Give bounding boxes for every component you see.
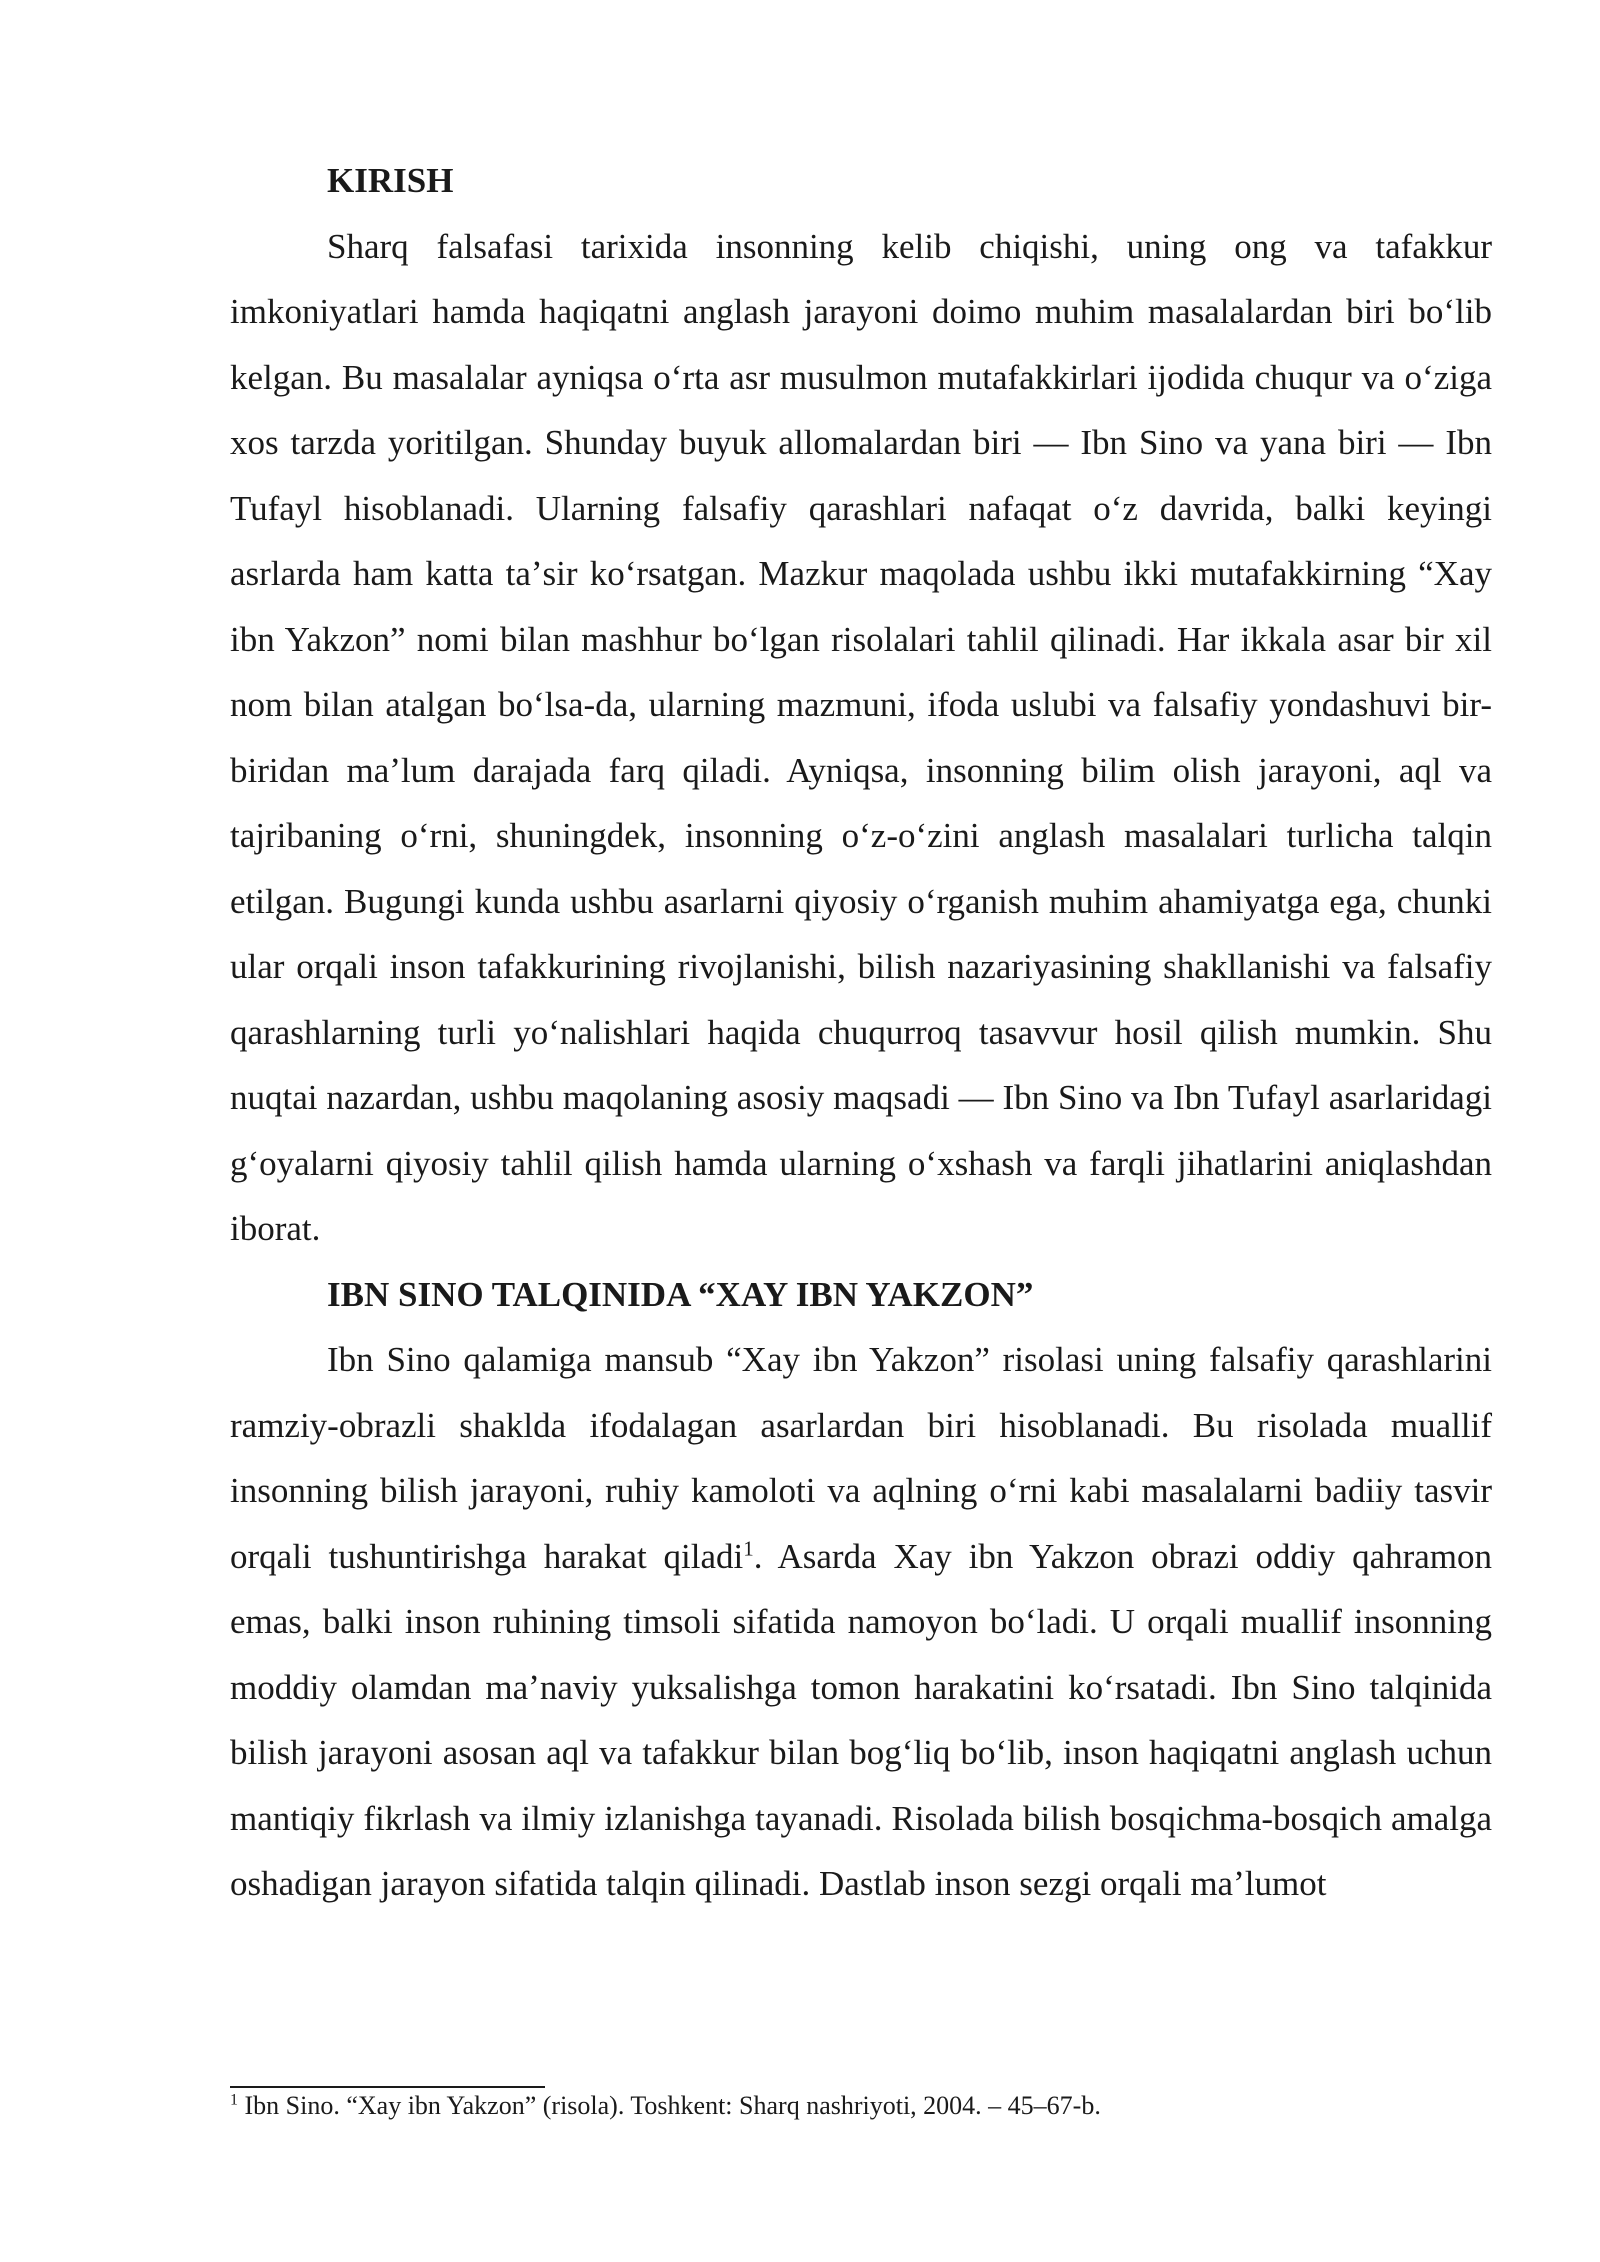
footnote-text: Ibn Sino. “Xay ibn Yakzon” (risola). Toshkent: Sharq nashriyoti, 2004. – 45–67-b. — [238, 2091, 1101, 2120]
footnote-reference[interactable]: 1 — [743, 1535, 754, 1560]
footnote-separator — [230, 2086, 545, 2088]
paragraph-ibn-sino-part1: Ibn Sino qalamiga mansub “Xay ibn Yakzon” risolasi uning falsafiy qarashlarini ramziy-obrazli shaklda ifodalagan asarlardan biri hisoblanadi. Bu risolada muallif insonning bilish jarayoni, ruhiy kamoloti va aqlning oʻrni kabi masalalarni badiiy tasvir orqali tushuntirishga harakat qiladi — [230, 1340, 1492, 1576]
section-heading-kirish: KIRISH — [327, 161, 454, 200]
paragraph-introduction: Sharq falsafasi tarixida insonning kelib chiqishi, uning ong va tafakkur imkoniyatlari hamda haqiqatni anglash jarayoni doimo muhim masalalardan biri boʻlib kelgan. Bu masalalar ayniqsa oʻrta asr musulmon mutafakkirlari ijodida chuqur va oʻziga xos tarzda yoritilgan. Shunday buyuk allomalardan biri — Ibn Sino va yana biri — Ibn Tufayl hisoblanadi. Ularning falsafiy qarashlari nafaqat oʻz davrida, balki keyingi asrlarda ham katta taʼsir koʻrsatgan. Mazkur maqolada ushbu ikki mutafakkirning “Xay ibn Yakzon” nomi bilan mashhur boʻlgan risolalari tahlil qilinadi. Har ikkala asar bir xil nom bilan atalgan boʻlsa-da, ularning mazmuni, ifoda uslubi va falsafiy yondashuvi bir-biridan maʼlum darajada farq qiladi. Ayniqsa, insonning bilim olish jarayoni, aql va tajribaning oʻrni, shuningdek, insonning oʻz-oʻzini anglash masalalari turlicha talqin etilgan. Bugungi kunda ushbu asarlarni qiyosiy oʻrganish muhim ahamiyatga ega, chunki ular orqali inson tafakkurining rivojlanishi, bilish nazariyasining shakllanishi va falsafiy qarashlarning turli yoʻnalishlari haqida chuqurroq tasavvur hosil qilish mumkin. Shu nuqtai nazardan, ushbu maqolaning asosiy maqsadi — Ibn Sino va Ibn Tufayl asarlaridagi gʻoyalarni qiyosiy tahlil qilish hamda ularning oʻxshash va farqli jihatlarini aniqlashdan iborat. — [230, 226, 1492, 1248]
footnote-number: 1 — [230, 2091, 238, 2109]
section-heading-ibn-sino: IBN SINO TALQINIDA “XAY IBN YAKZON” — [327, 1274, 1034, 1314]
paragraph-ibn-sino — [230, 1327, 1492, 1917]
paragraph-ibn-sino-part2: . Asarda Xay ibn Yakzon obrazi oddiy qahramon emas, balki inson ruhining timsoli sifatida namoyon boʻladi. U orqali muallif insonning moddiy olamdan maʼnaviy yuksalishga tomon harakatini koʻrsatadi. Ibn Sino talqinida bilish jarayoni asosan aql va tafakkur bilan bogʻliq boʻlib, inson haqiqatni anglash uchun mantiqiy fikrlash va ilmiy izlanishga tayanadi. Risolada bilish bosqichma-bosqich amalga oshadigan jarayon sifatida talqin qilinadi. Dastlab inson sezgi orqali maʼlumot — [230, 1536, 1493, 1903]
document-body — [230, 148, 1492, 1917]
footnote — [230, 2090, 1492, 2122]
